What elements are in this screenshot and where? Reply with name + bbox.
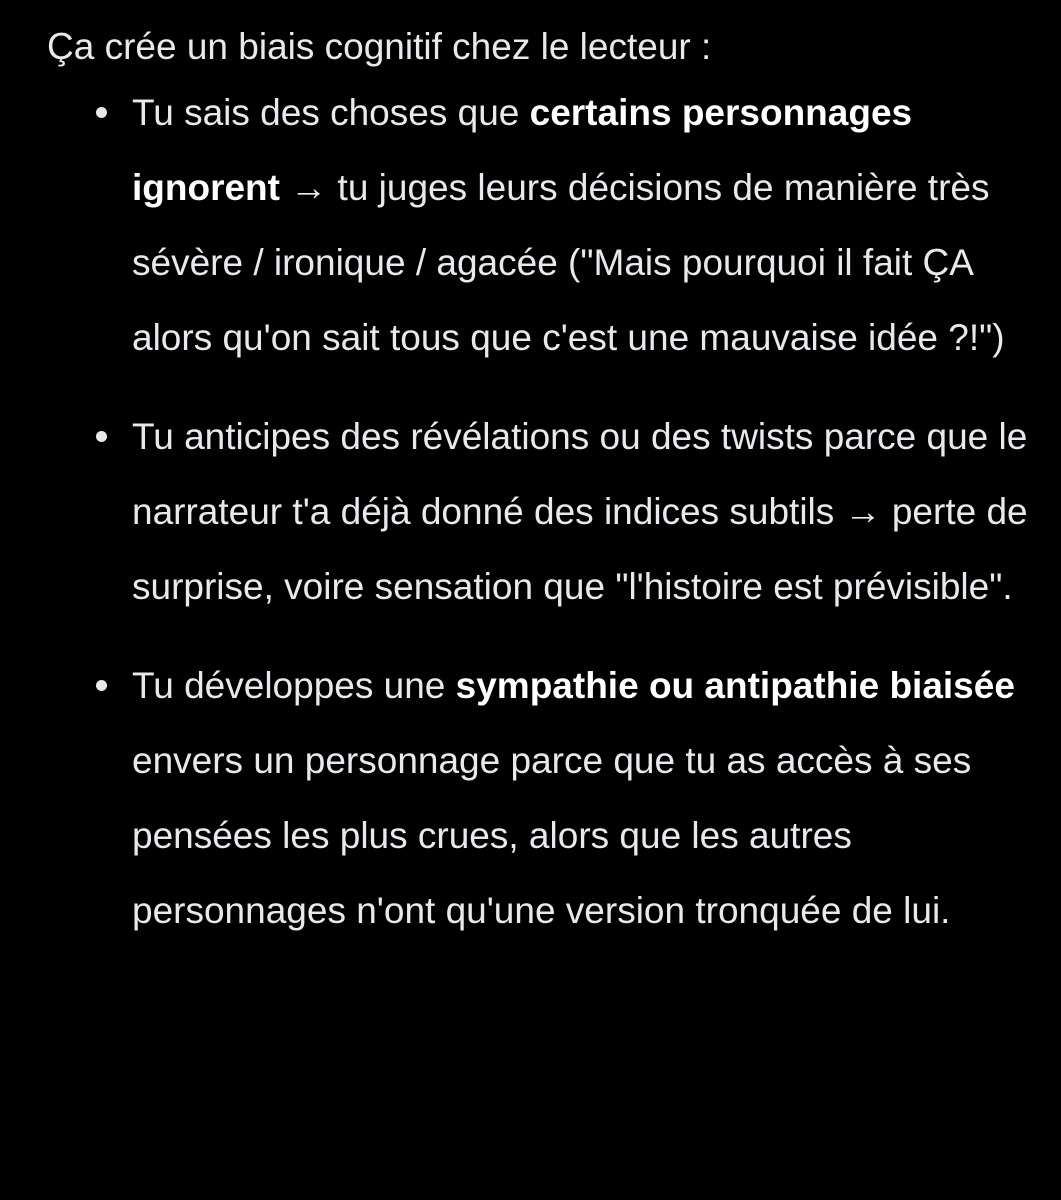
bullet-2-text: Tu anticipes des révélations ou des twists parce que le narrateur t'a déjà donné des indices subtils → perte de surprise, voire sensation que "l'histoire est prévisible".	[132, 416, 1028, 607]
bullet-3-text-a: Tu développes une	[132, 665, 456, 706]
intro-line: Ça crée un biais cognitif chez le lecteur :	[47, 26, 712, 67]
bullet-3-bold: sympathie ou antipathie biaisée	[455, 665, 1015, 706]
bullet-1-text-b: → tu juges leurs décisions de manière très sévère / ironique / agacée ("Mais pourquoi il fait ÇA alors qu'on sait tous que c'est une mauvaise idée ?!")	[132, 167, 1005, 358]
bullet-1-text-a: Tu sais des choses que	[132, 92, 530, 133]
bullet-3-text-b: envers un personnage parce que tu as accès à ses pensées les plus crues, alors que les autres personnages n'ont qu'une version tronquée de lui.	[132, 740, 972, 931]
bullet-item-2	[132, 399, 1032, 624]
bullet-list	[47, 75, 1061, 948]
bullet-item-1	[132, 75, 1032, 375]
bullet-item-3	[132, 648, 1032, 948]
bullet-1-bold: certains personnages ignorent	[132, 92, 913, 208]
